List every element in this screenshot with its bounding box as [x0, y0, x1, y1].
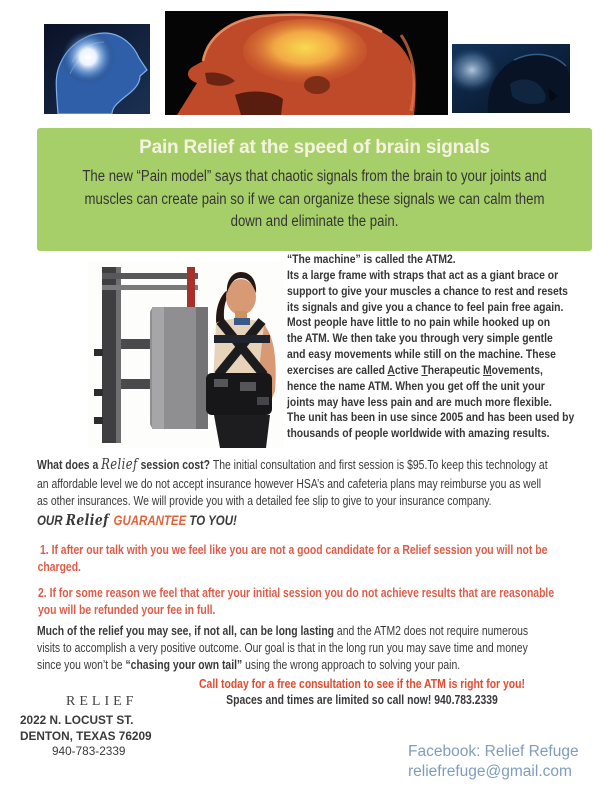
atm-post: ovements, — [491, 362, 543, 377]
cost-line-2: an affordable level we do not accept insurance however HSA’s and cafeteria plans may reimburse you as well — [37, 475, 542, 491]
address-block — [20, 713, 180, 760]
longlast-line-1 — [37, 622, 597, 639]
intro-line: muscles can create pain so if we can organize these signals we can calm them — [84, 190, 545, 208]
machine-line: hence the name ATM. When you get off the unit your — [287, 378, 545, 393]
cta-phone-line: Spaces and times are limited so call now! 940.783.2339 — [226, 691, 498, 707]
machine-line: Most people have little to no pain while hooked up on — [287, 315, 551, 330]
guarantee-point-2 — [38, 584, 598, 618]
atm-pre: exercises are called — [287, 362, 388, 377]
atm-m: M — [483, 362, 492, 377]
cost-bold-1: What does a — [37, 457, 102, 472]
cta-free-consultation: Call today for a free consultation to see if the ATM is right for you! — [199, 676, 525, 691]
guarantee-headline — [37, 512, 590, 529]
machine-line: joints may have less pain and are much more flexible. — [287, 394, 552, 409]
brain-profile-blue-image — [44, 24, 150, 114]
longlast-rest-1: and the ATM2 does not require numerous — [336, 623, 529, 638]
guarantee-our: OUR — [37, 513, 66, 528]
brain-face-dark-blue-image — [452, 44, 570, 113]
machine-description — [287, 252, 600, 442]
atm-a: A — [387, 362, 395, 377]
point-line: you will be refunded your fee in full. — [38, 602, 216, 618]
longlast-line-2: visits to accomplish a very positive outcome. Our goal is that in the long run you may save time and money — [37, 640, 528, 656]
relief-script-word: Relief — [65, 512, 114, 529]
cost-line-3: as other insurances. We will provide you with a detailed fee slip to give to your insurance company. — [37, 493, 492, 509]
long-lasting-paragraph — [37, 622, 597, 674]
longlast-post: using the wrong approach to solving your pain. — [245, 657, 461, 673]
relief-logo-text: RELIEF — [66, 694, 138, 709]
chasing-tail-bold: “chasing your own tail” — [125, 657, 246, 673]
guarantee-point-1 — [37, 541, 600, 575]
guarantee-word: GUARANTEE — [113, 513, 187, 528]
call-to-action — [146, 676, 578, 707]
session-cost-paragraph — [37, 456, 597, 510]
cost-line-1 — [37, 456, 597, 475]
atm-mid2: herapeutic — [427, 362, 484, 377]
atm2-machine-photo — [88, 261, 284, 448]
email-address: reliefrefuge@gmail.com — [408, 762, 572, 780]
address-street: 2022 N. LOCUST ST. — [20, 713, 134, 727]
point-line: 2. If for some reason we feel that after your initial session you do not achieve results that are reasonable — [38, 585, 555, 600]
machine-line: “The machine” is called the ATM2. — [287, 252, 456, 266]
point-line: 1. If after our talk with you we feel like you are not a good candidate for a Relief session you will not be — [40, 542, 548, 557]
brain-mri-orange-image — [165, 11, 448, 115]
machine-line: its signals and give you a chance to feel pain free again. — [287, 299, 564, 314]
machine-line: and easy movements while still on the machine. These — [287, 347, 556, 362]
pain-model-intro — [37, 166, 592, 234]
machine-line: support to give your muscles a chance to rest and resets — [287, 283, 568, 298]
atm-t: T — [421, 362, 428, 377]
atm-mid1: ctive — [394, 362, 422, 377]
headline-banner — [37, 128, 592, 251]
machine-line: The unit has been in use since 2005 and has been used by — [287, 410, 575, 425]
cost-rest-1: The initial consultation and first session is $95.To keep this technology at — [212, 457, 548, 472]
machine-line: Its a large frame with straps that act as a giant brace or — [287, 267, 559, 282]
cost-bold-2: session cost? — [137, 457, 213, 472]
address-city: DENTON, TEXAS 76209 — [20, 728, 152, 743]
longlast-pre: since you won’t be — [37, 657, 126, 673]
guarantee-to-you: TO YOU! — [186, 513, 237, 528]
relief-script-word: Relief — [101, 457, 138, 473]
phone-number: 940-783-2339 — [52, 744, 126, 759]
longlast-line-3 — [37, 656, 597, 673]
point-line: charged. — [37, 559, 81, 575]
machine-line: the ATM. We then take you through very simple gentle — [287, 331, 553, 346]
facebook-handle: Facebook: Relief Refuge — [408, 743, 579, 760]
longlast-bold-1: Much of the relief you may see, if not all, can be long lasting — [37, 623, 337, 638]
page-title: Pain Relief at the speed of brain signals — [139, 137, 490, 158]
intro-line: down and eliminate the pain. — [230, 213, 399, 230]
intro-line: The new “Pain model” says that chaotic signals from the brain to your joints and — [82, 168, 547, 185]
machine-line: thousands of people worldwide with amazing results. — [287, 426, 550, 441]
machine-line-atm — [287, 363, 600, 379]
contact-block — [408, 742, 608, 781]
